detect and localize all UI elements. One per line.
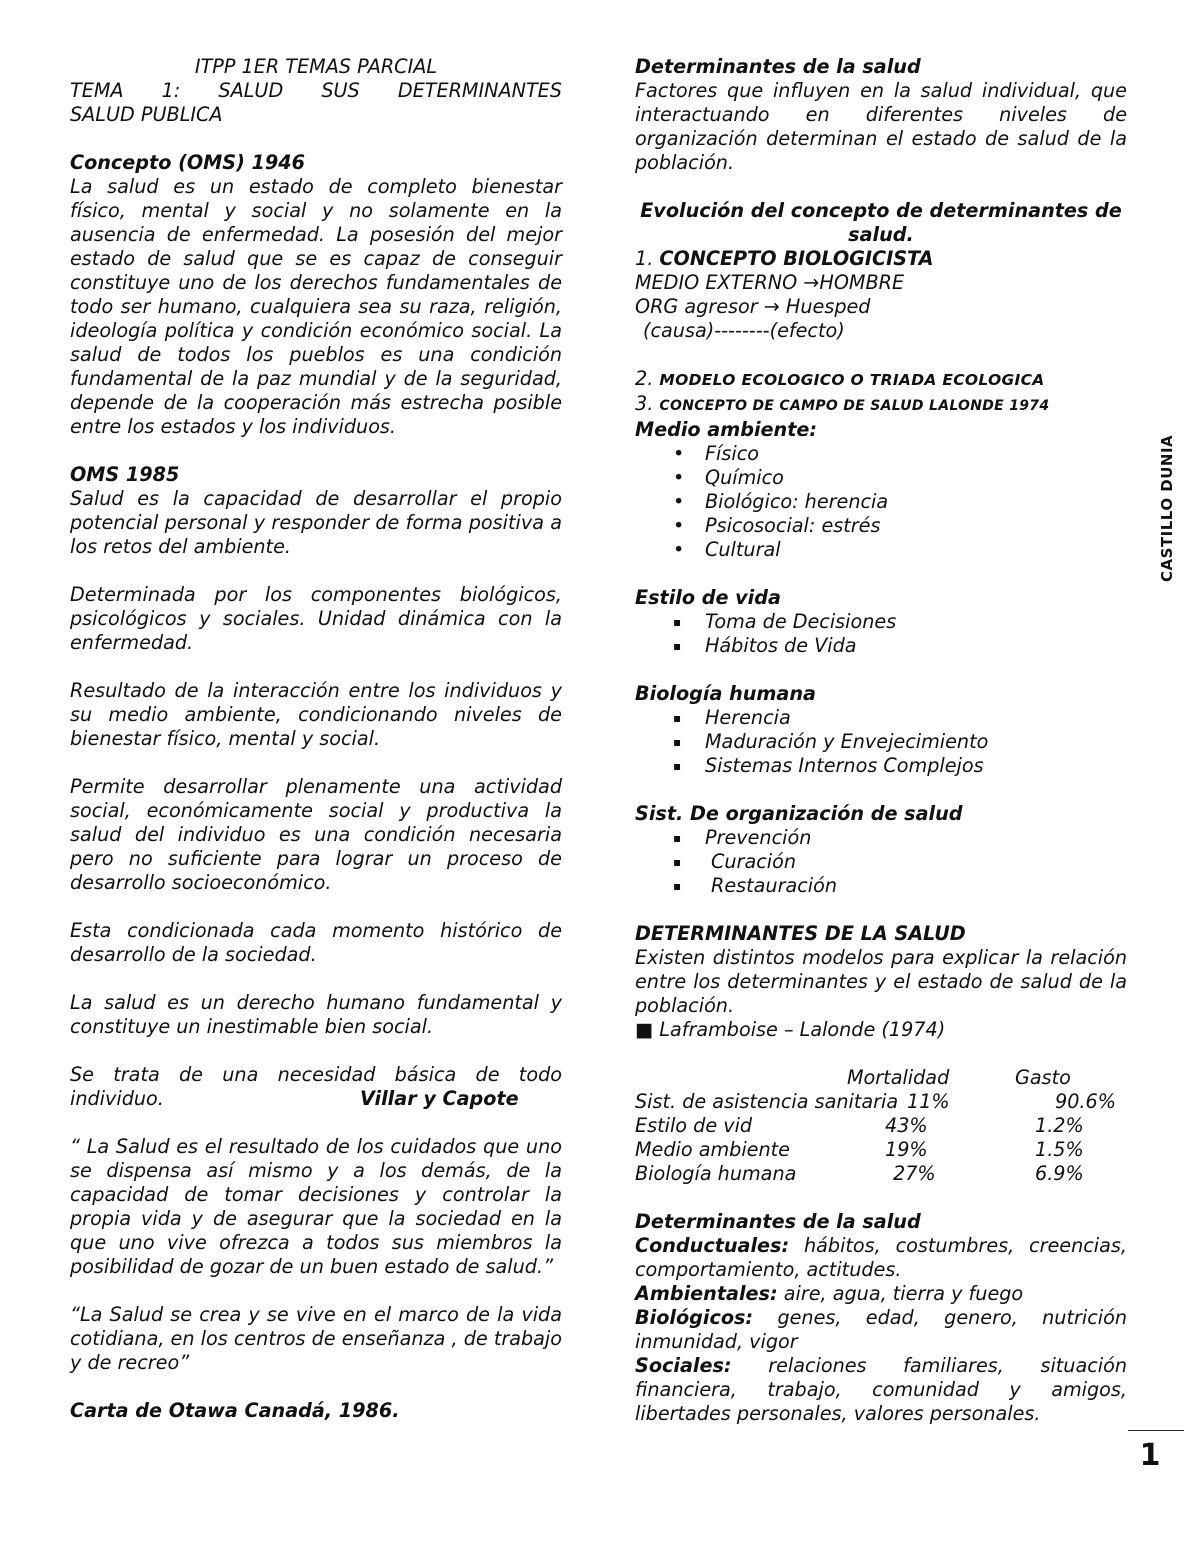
determinants-heading: Determinantes de la salud: [635, 55, 921, 78]
mortality-cost-table: [635, 1066, 1115, 1090]
model-item-label: MODELO ECOLOGICO O TRIADA ECOLOGICA: [659, 371, 1045, 389]
concept-heading: Concepto (OMS) 1946: [70, 151, 305, 174]
determinant-type-label: Conductuales:: [635, 1234, 790, 1257]
determinant-type: [635, 1282, 1127, 1306]
determinant-type-text: relaciones familiares, situación financiera, trabajo, comunidad y amigos, libertades personales, valores personales.: [635, 1354, 1128, 1425]
estilo-heading: Estilo de vida: [635, 586, 781, 609]
row-label: Estilo de vid: [635, 1114, 753, 1137]
model-item: [635, 392, 1127, 418]
oms1985-paragraph: Determinada por los componentes biológicos, psicológicos y sociales. Unidad dinámica con la enfermedad.: [70, 583, 562, 654]
model-item: [635, 367, 1127, 392]
table-row: [635, 1090, 1127, 1114]
topic-title: TEMA 1: SALUD SUS DETERMINANTES: [70, 79, 562, 102]
model-item-number: 1.: [635, 247, 654, 270]
biologicist-line: MEDIO EXTERNO →HOMBRE: [635, 271, 905, 294]
list-item: ▪ Sistemas Internos Complejos: [673, 754, 984, 777]
table-row: [635, 1162, 1127, 1186]
right-column: [635, 55, 1127, 1426]
medio-heading: Medio ambiente:: [635, 418, 818, 441]
list-item: ▪ Restauración: [673, 874, 838, 897]
list-item: ▪ Herencia: [673, 706, 791, 729]
gasto-header: Gasto: [1015, 1066, 1071, 1089]
row-mortalidad: 43%: [885, 1114, 928, 1137]
row-gasto: 6.9%: [1035, 1162, 1084, 1185]
row-gasto: 90.6%: [1055, 1090, 1116, 1113]
topic-subtitle: SALUD PUBLICA: [70, 103, 223, 126]
model-reference-label: Laframboise – Lalonde (1974): [659, 1018, 946, 1041]
table-header-row: [635, 1066, 1115, 1090]
row-mortalidad: 27%: [893, 1162, 936, 1185]
list-item: • Químico: [673, 466, 784, 489]
oms1985-heading: OMS 1985: [70, 463, 180, 486]
row-label: Sist. de asistencia sanitaria: [635, 1090, 899, 1113]
determinant-type: [635, 1306, 1127, 1354]
villar-line: [70, 1087, 562, 1111]
oms1985-paragraph: Resultado de la interacción entre los individuos y su medio ambiente, condicionando niveles de bienestar físico, mental y social.: [70, 679, 562, 750]
row-gasto: 1.2%: [1035, 1114, 1084, 1137]
determinant-type-label: Ambientales:: [635, 1282, 778, 1305]
concept-text: La salud es un estado de completo bienestar físico, mental y social y no solamente en la ausencia de enfermedad. La posesión del mejor estado de salud que se es capaz de conseguir constituye uno de los derechos fundamentales de todo ser humano, cualquiera sea su raza, religión, ideología política y condición económico social. La salud de todos los pueblos es una condición fundamental de la paz mundial y de la seguridad, depende de la cooperación más estrecha posible entre los estados y los individuos.: [70, 175, 562, 438]
page-number: 1: [1139, 1438, 1161, 1473]
author-side-label: CASTILLO DUNIA: [1158, 434, 1176, 582]
list-item: ▪ Curación: [673, 850, 796, 873]
list-item: ▪ Toma de Decisiones: [673, 610, 897, 633]
sistema-heading: Sist. De organización de salud: [635, 802, 963, 825]
determinant-type-label: Biológicos:: [635, 1306, 754, 1329]
determinant-type-label: Sociales:: [635, 1354, 732, 1377]
determinant-type-text: aire, agua, tierra y fuego: [783, 1282, 1024, 1305]
table-body: [635, 1090, 1127, 1186]
model-item-number: 2.: [635, 367, 654, 390]
quote-paragraph: “ La Salud es el resultado de los cuidados que uno se dispensa así mismo y a los demás, de la capacidad de tomar decisiones y controlar la propia vida y de asegurar que la sociedad en la que uno vive ofrezca a todos sus miembros la posibilidad de gozar de un buen estado de salud.”: [70, 1135, 562, 1278]
list-item: ▪ Hábitos de Vida: [673, 634, 857, 657]
page-number-rule: [1128, 1430, 1184, 1431]
determinants-types-heading: Determinantes de la salud: [635, 1210, 921, 1233]
villar-author: Villar y Capote: [360, 1087, 519, 1110]
mortalidad-header: Mortalidad: [847, 1066, 950, 1089]
document-title: ITPP 1ER TEMAS PARCIAL: [194, 55, 438, 78]
list-item: ▪ Prevención: [673, 826, 812, 849]
determinant-type: [635, 1234, 1127, 1282]
row-label: Biología humana: [635, 1162, 797, 1185]
carta-reference: Carta de Otawa Canadá, 1986.: [70, 1399, 400, 1422]
villar-line-end: individuo.: [70, 1087, 164, 1110]
list-item: • Físico: [673, 442, 759, 465]
row-mortalidad: 19%: [885, 1138, 928, 1161]
evolution-heading: Evolución del concepto de determinantes de salud.: [640, 199, 1122, 246]
oms1985-paragraph: Esta condicionada cada momento histórico de desarrollo de la sociedad.: [70, 919, 562, 966]
determinant-type-text: hábitos, costumbres, creencias, comportamiento, actitudes.: [635, 1234, 1127, 1281]
list-item: • Biológico: herencia: [673, 490, 889, 513]
biologia-heading: Biología humana: [635, 682, 816, 705]
estilo-list: [635, 610, 1127, 658]
square-bullet-icon: ■: [635, 1018, 654, 1041]
oms1985-paragraph: Permite desarrollar plenamente una actividad social, económicamente social y productiva la salud del individuo es una condición necesaria pero no suficiente para lograr un proceso de desarrollo socioeconómico.: [70, 775, 562, 894]
oms1985-paragraph: Salud es la capacidad de desarrollar el propio potencial personal y responder de forma positiva a los retos del ambiente.: [70, 487, 562, 558]
list-item: • Cultural: [673, 538, 781, 561]
row-label: Medio ambiente: [635, 1138, 790, 1161]
left-column: [70, 55, 562, 1423]
table-row: [635, 1138, 1127, 1162]
villar-line: Se trata de una necesidad básica de todo: [70, 1063, 562, 1086]
medio-list: [635, 442, 1127, 562]
determinants-upper-heading: DETERMINANTES DE LA SALUD: [635, 922, 966, 945]
biologia-list: [635, 706, 1127, 778]
biologicist-line: (causa)--------(efecto): [643, 319, 845, 342]
quote-paragraph: “La Salud se crea y se vive en el marco de la vida cotidiana, en los centros de enseñanza , de trabajo y de recreo”: [70, 1303, 562, 1374]
determinants-text: Factores que influyen en la salud individual, que interactuando en diferentes niveles de organización determinan el estado de salud de la población.: [635, 79, 1127, 174]
determinants-models-text: Existen distintos modelos para explicar la relación entre los determinantes y el estado de salud de la población.: [635, 946, 1127, 1017]
row-gasto: 1.5%: [1035, 1138, 1084, 1161]
model-item-label: CONCEPTO BIOLOGICISTA: [659, 247, 934, 270]
determinant-type: [635, 1354, 1127, 1426]
sistema-list: [635, 826, 1127, 898]
model-item: [635, 247, 1127, 271]
model-reference: [635, 1018, 1127, 1042]
biologicist-line: ORG agresor → Huesped: [635, 295, 871, 318]
oms1985-paragraph: La salud es un derecho humano fundamental y constituye un inestimable bien social.: [70, 991, 562, 1038]
list-item: • Psicosocial: estrés: [673, 514, 881, 537]
model-item-number: 3.: [635, 392, 654, 415]
list-item: ▪ Maduración y Envejecimiento: [673, 730, 989, 753]
model-item-label: CONCEPTO DE CAMPO DE SALUD LALONDE 1974: [659, 398, 1050, 414]
row-mortalidad: 11%: [907, 1090, 950, 1113]
determinant-type-text: genes, edad, genero, nutrición inmunidad, vigor: [635, 1306, 1127, 1353]
table-row: [635, 1114, 1127, 1138]
